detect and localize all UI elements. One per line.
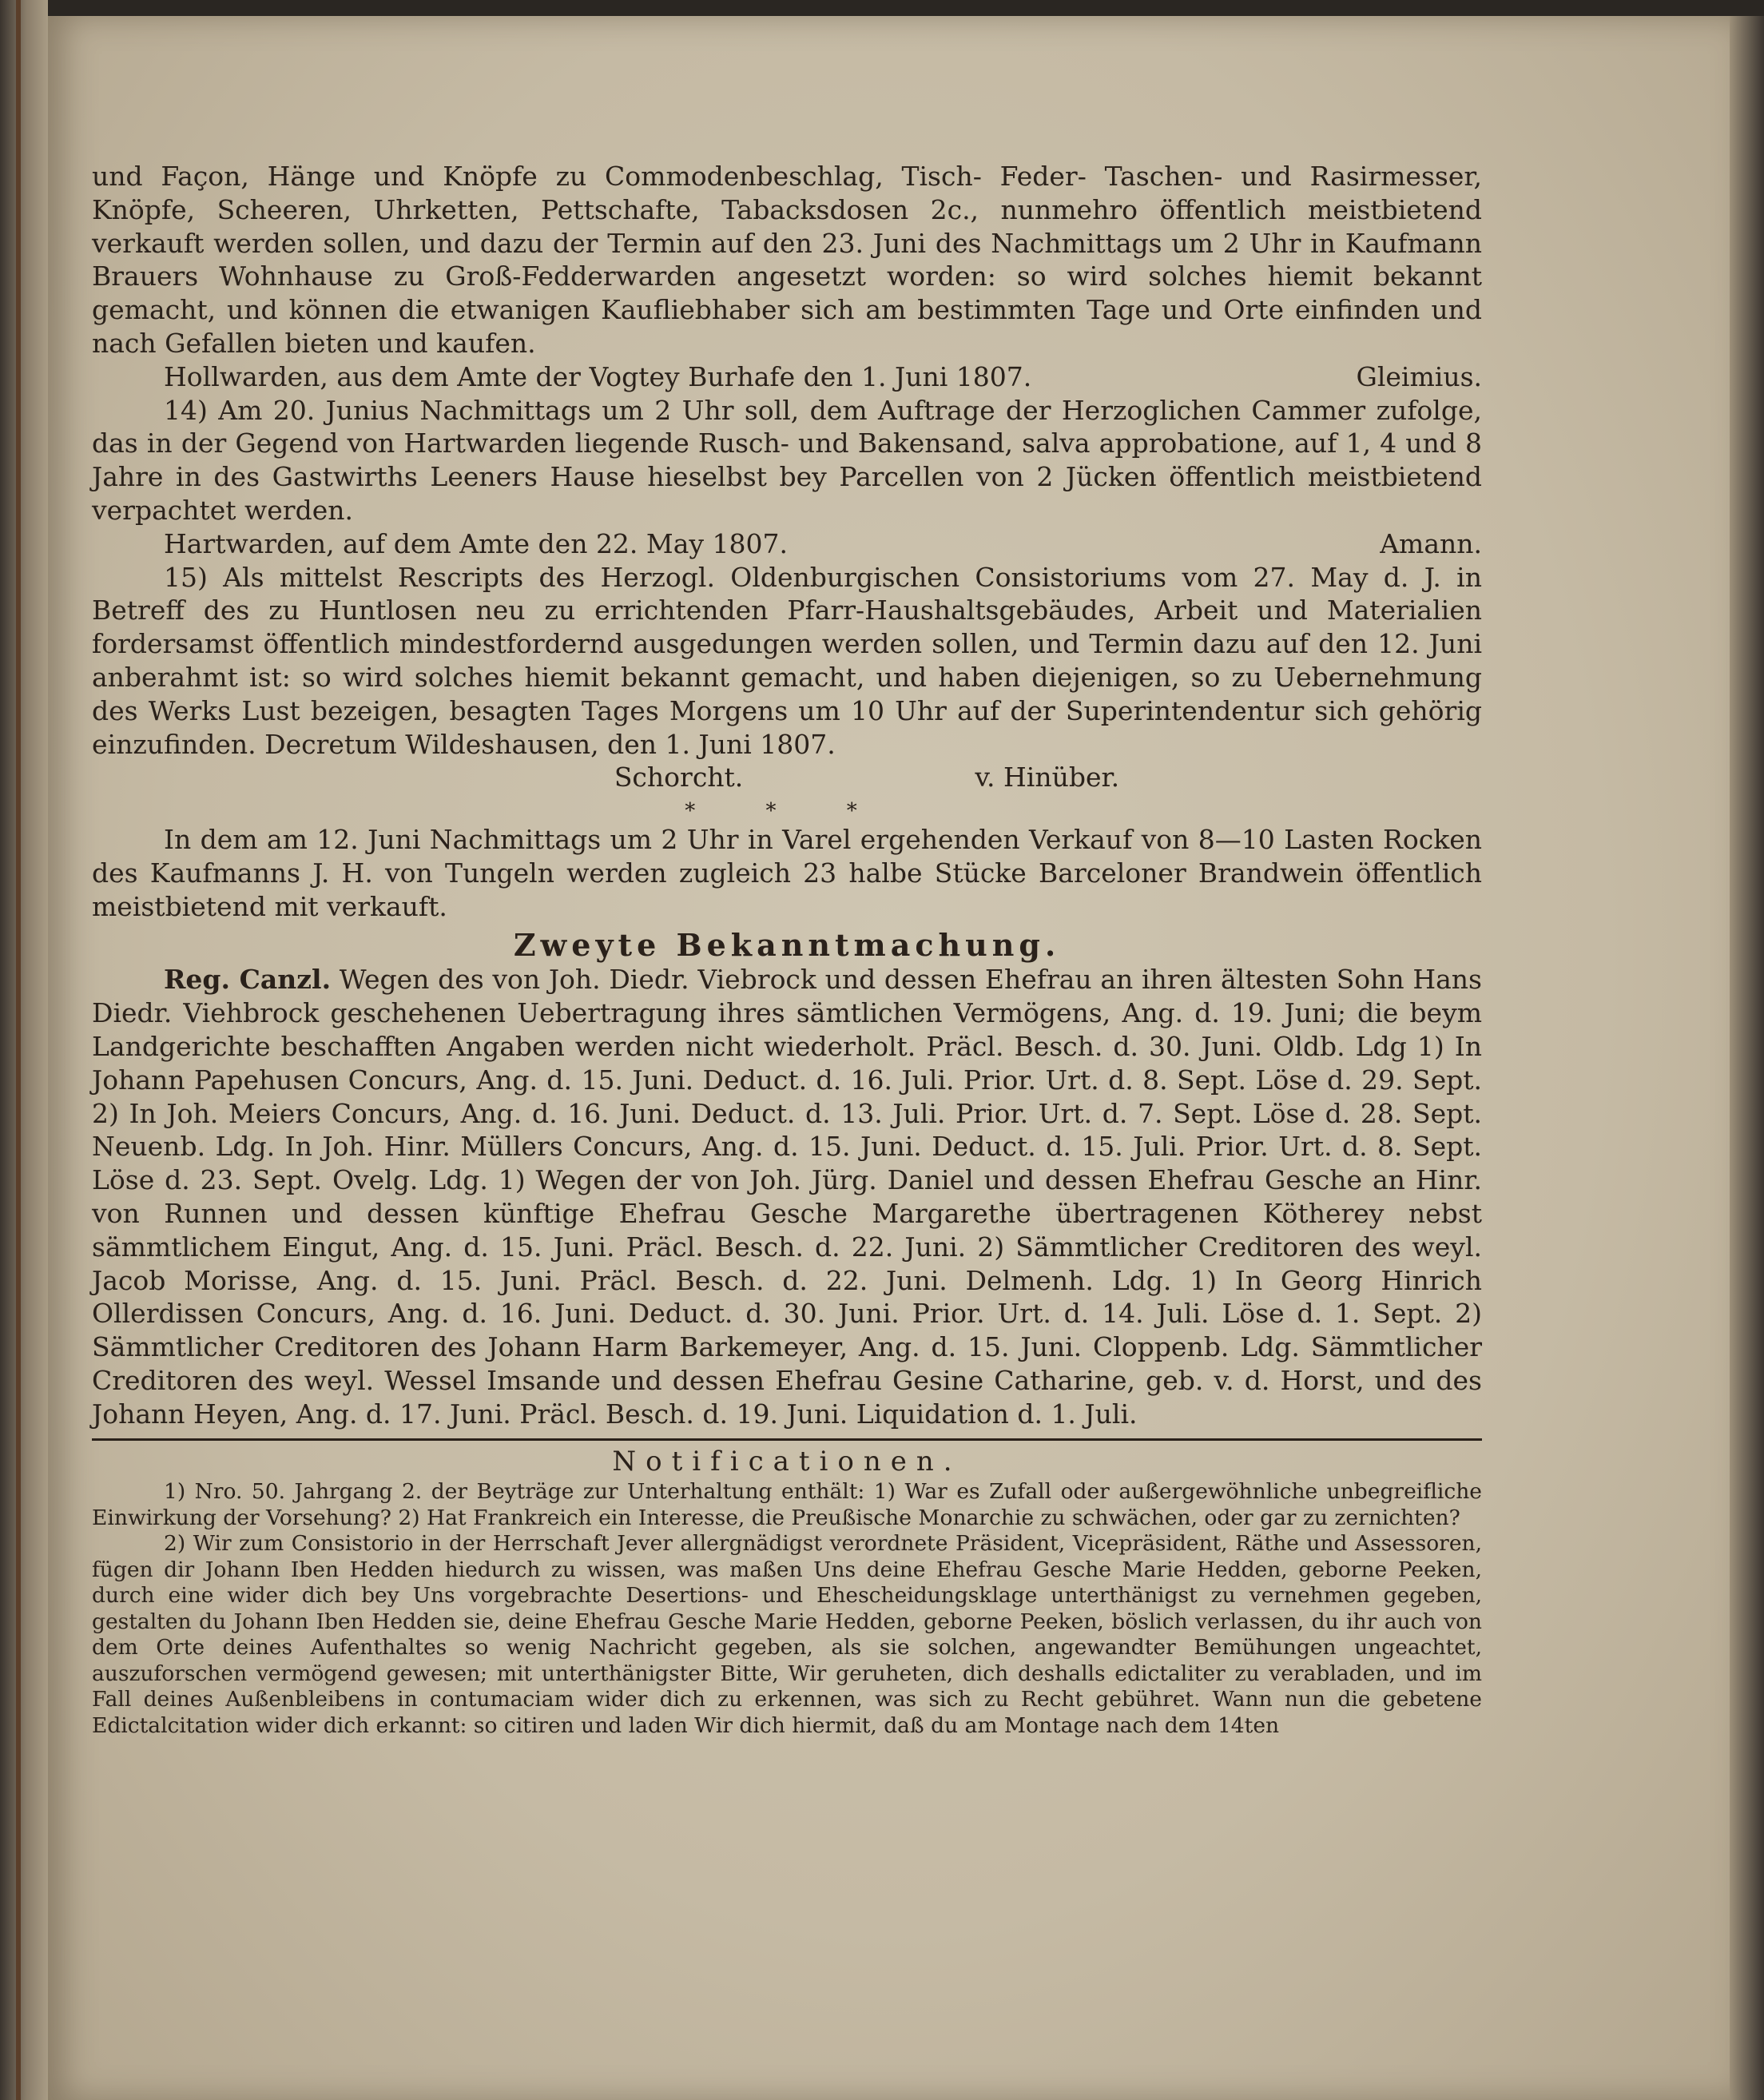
paragraph-15-consistory: 15) Als mittelst Rescripts des Herzogl. Oldenburgischen Consistoriums vom 27. May d. J. in Betreff des zu Huntlosen neu zu errichtenden Pfarr-Haushaltsgebäudes, Arbeit und Materialien fordersamst öffentlich mindestfordernd ausgedungen werden sollen, und Termin dazu auf den 12. Juni anberahmt ist: so wird solches hiemit bekannt gemacht, und haben diejenigen, so zu Uebernehmung des Werks Lust bezeigen, besagten Tages Morgens um 10 Uhr auf der Superintendentur sich gehörig einzufinden. Decretum Wildeshausen, den 1. Juni 1807. — [92, 561, 1482, 760]
notification-2: 2) Wir zum Consistorio in der Herrschaft Jever allergnädigst verordnete Präsident, Vicepräsident, Räthe und Assessoren, fügen dir Johann Iben Hedden hiedurch zu wissen, was maßen Uns deine Ehefrau Gesche Marie Hedden, geborne Peeken, durch eine wider dich bey Uns vorgebrachte Desertions- und Ehescheidungsklage unterthänigst zu vernehmen gegeben, gestalten du Johann Iben Hedden sie, deine Ehefrau Gesche Marie Hedden, geborne Peeken, böslich verlassen, du ihr auch von dem Orte deines Aufenthaltes so wenig Nachricht gegeben, als sie solchen, angewandter Bemühungen ungeachtet, auszuforschen vermögend gewesen; mit unterthänigster Bitte, Wir geruheten, dich deshalls edictaliter zu verabladen, und im Fall deines Außenbleibens in contumaciam wider dich zu erkennen, was sich zu Recht gebühret. Wann nun die gebetene Edictalcitation wider dich erkannt: so citiren und laden Wir dich hiermit, daß du am Montage nach dem 14ten — [92, 1531, 1482, 1738]
paragraph-bekanntmachung — [92, 963, 1482, 1430]
paragraph-varel-sale: In dem am 12. Juni Nachmittags um 2 Uhr in Varel ergehenden Verkauf von 8—10 Lasten Rocken des Kaufmanns J. H. von Tungeln werden zugleich 23 halbe Stücke Barceloner Brandwein öffentlich meistbietend mit verkauft. — [92, 824, 1482, 922]
paragraph-14-lease: 14) Am 20. Junius Nachmittags um 2 Uhr soll, dem Auftrage der Herzoglichen Cammer zufolge, das in der Gegend von Hartwarden liegende Rusch- und Bakensand, salva approbatione, auf 1, 4 und 8 Jahre in des Gastwirths Leeners Hause hieselbst bey Parcellen von 2 Jücken öffentlich meistbietend verpachtet werden. — [92, 394, 1482, 526]
binding-edge — [16, 0, 21, 2100]
place-date: Hartwarden, auf dem Amte den 22. May 1807. — [164, 527, 788, 559]
signer: Gleimius. — [1356, 360, 1482, 392]
signature-line-hollwarden — [92, 360, 1482, 394]
signer-hinueber: v. Hinüber. — [975, 762, 1120, 793]
paragraph-auction-goods: und Façon, Hänge und Knöpfe zu Commodenbeschlag, Tisch- Feder- Taschen- und Rasirmesser, Knöpfe, Scheeren, Uhrketten, Pettschafte, Tabacksdosen 2c., nunmehro öffentlich meistbietend verkauft werden sollen, und dazu der Termin auf den 23. Juni des Nachmittags um 2 Uhr in Kaufmann Brauers Wohnhause zu Groß-Fedderwarden angesetzt worden: so wird solches hiemit bekannt gemacht, und können die etwanigen Kaufliebhaber sich am bestimmten Tage und Orte einfinden und nach Gefallen bieten und kaufen. — [92, 161, 1482, 359]
asterism-divider: * * * — [685, 799, 889, 824]
signer: Amann. — [1380, 527, 1482, 559]
section-rule — [92, 1438, 1482, 1441]
signer-schorcht: Schorcht. — [614, 762, 744, 793]
section-heading: Zweyte Bekanntmachung. — [513, 926, 1061, 963]
place-date: Hollwarden, aus dem Amte der Vogtey Burhafe den 1. Juni 1807. — [164, 360, 1032, 392]
signature-line-hartwarden — [92, 527, 1482, 561]
left-page-edge — [0, 0, 48, 2100]
lead-label: Reg. Canzl. — [164, 964, 332, 996]
notifications-heading: Notificationen. — [612, 1446, 962, 1478]
right-page-edge — [1730, 16, 1764, 2100]
bekanntmachung-text: Wegen des von Joh. Diedr. Viebrock und dessen Ehefrau an ihren ältesten Sohn Hans Diedr. Viehbrock geschehenen Uebertragung ihres sämtlichen Vermögens, Ang. d. 19. Juni; die beym Landgerichte beschafften Angaben werden nicht wiederholt. Präcl. Besch. d. 30. Juni. Oldb. Ldg 1) In Johann Papehusen Concurs, Ang. d. 15. Juni. Deduct. d. 16. Juli. Prior. Urt. d. 8. Sept. Löse d. 29. Sept. 2) In Joh. Meiers Concurs, Ang. d. 16. Juni. Deduct. d. 13. Juli. Prior. Urt. d. 7. Sept. Löse d. 28. Sept. Neuenb. Ldg. In Joh. Hinr. Müllers Concurs, Ang. d. 15. Juni. Deduct. d. 15. Juli. Prior. Urt. d. 8. Sept. Löse d. 23. Sept. Ovelg. Ldg. 1) Wegen der von Joh. Jürg. Daniel und dessen Ehefrau Gesche an Hinr. von Runnen und dessen künftige Ehefrau Gesche Margarethe übertragenen Kötherey nebst sämmtlichem Eingut, Ang. d. 15. Juni. Präcl. Besch. d. 22. Juni. 2) Sämmtlicher Creditoren des weyl. Jacob Morisse, Ang. d. 15. Juni. Präcl. Besch. d. 22. Juni. Delmenh. Ldg. 1) In Georg Hinrich Ollerdissen Concurs, Ang. d. 16. Juni. Deduct. d. 30. Juni. Prior. Urt. d. 14. Juli. Löse d. 1. Sept. 2) Sämmtlicher Creditoren des Johann Harm Barkemeyer, Ang. d. 15. Juni. Cloppenb. Ldg. Sämmtlicher Creditoren des weyl. Wessel Imsande und dessen Ehefrau Gesine Catharine, geb. v. d. Horst, und des Johann Heyen, Ang. d. 17. Juni. Präcl. Besch. d. 19. Juni. Liquidation d. 1. Juli. — [92, 964, 1482, 1430]
page-text — [92, 160, 1482, 1739]
notification-1: 1) Nro. 50. Jahrgang 2. der Beyträge zur Unterhaltung enthält: 1) War es Zufall oder außergewöhnliche unbegreifliche Einwirkung der Vorsehung? 2) Hat Frankreich ein Interesse, die Preußische Monarchie zu schwächen, oder gar zu zernichten? — [92, 1479, 1482, 1530]
signature-pair — [92, 761, 1482, 794]
